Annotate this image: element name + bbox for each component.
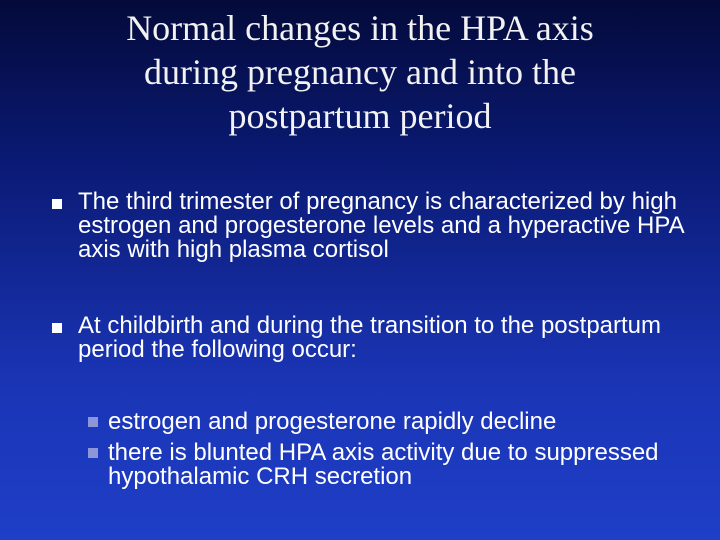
square-subbullet-icon — [88, 448, 98, 458]
title-line-1: Normal changes in the HPA axis — [126, 8, 594, 48]
square-bullet-icon — [52, 323, 62, 333]
bullet-item — [46, 190, 696, 262]
square-subbullet-icon — [88, 417, 98, 427]
sub-bullet-list — [86, 410, 696, 489]
sub-bullet-text: estrogen and progesterone rapidly decline — [108, 408, 557, 435]
title-line-2: during pregnancy and into the — [144, 52, 576, 92]
title-line-3: postpartum period — [228, 96, 492, 136]
square-bullet-icon — [52, 199, 62, 209]
slide-title — [40, 6, 680, 138]
sub-bullet-item — [86, 441, 696, 489]
bullet-item — [46, 314, 696, 362]
sub-bullet-text: there is blunted HPA axis activity due to suppressed hypothalamic CRH secretion — [108, 439, 659, 490]
bullet-text: The third trimester of pregnancy is characterized by high estrogen and progesterone levels and a hyperactive HPA axis with high plasma cortisol — [78, 188, 684, 263]
bullet-text: At childbirth and during the transition to the postpartum period the following occur: — [78, 312, 662, 363]
bullet-list — [46, 190, 696, 496]
sub-bullet-item — [86, 410, 696, 434]
